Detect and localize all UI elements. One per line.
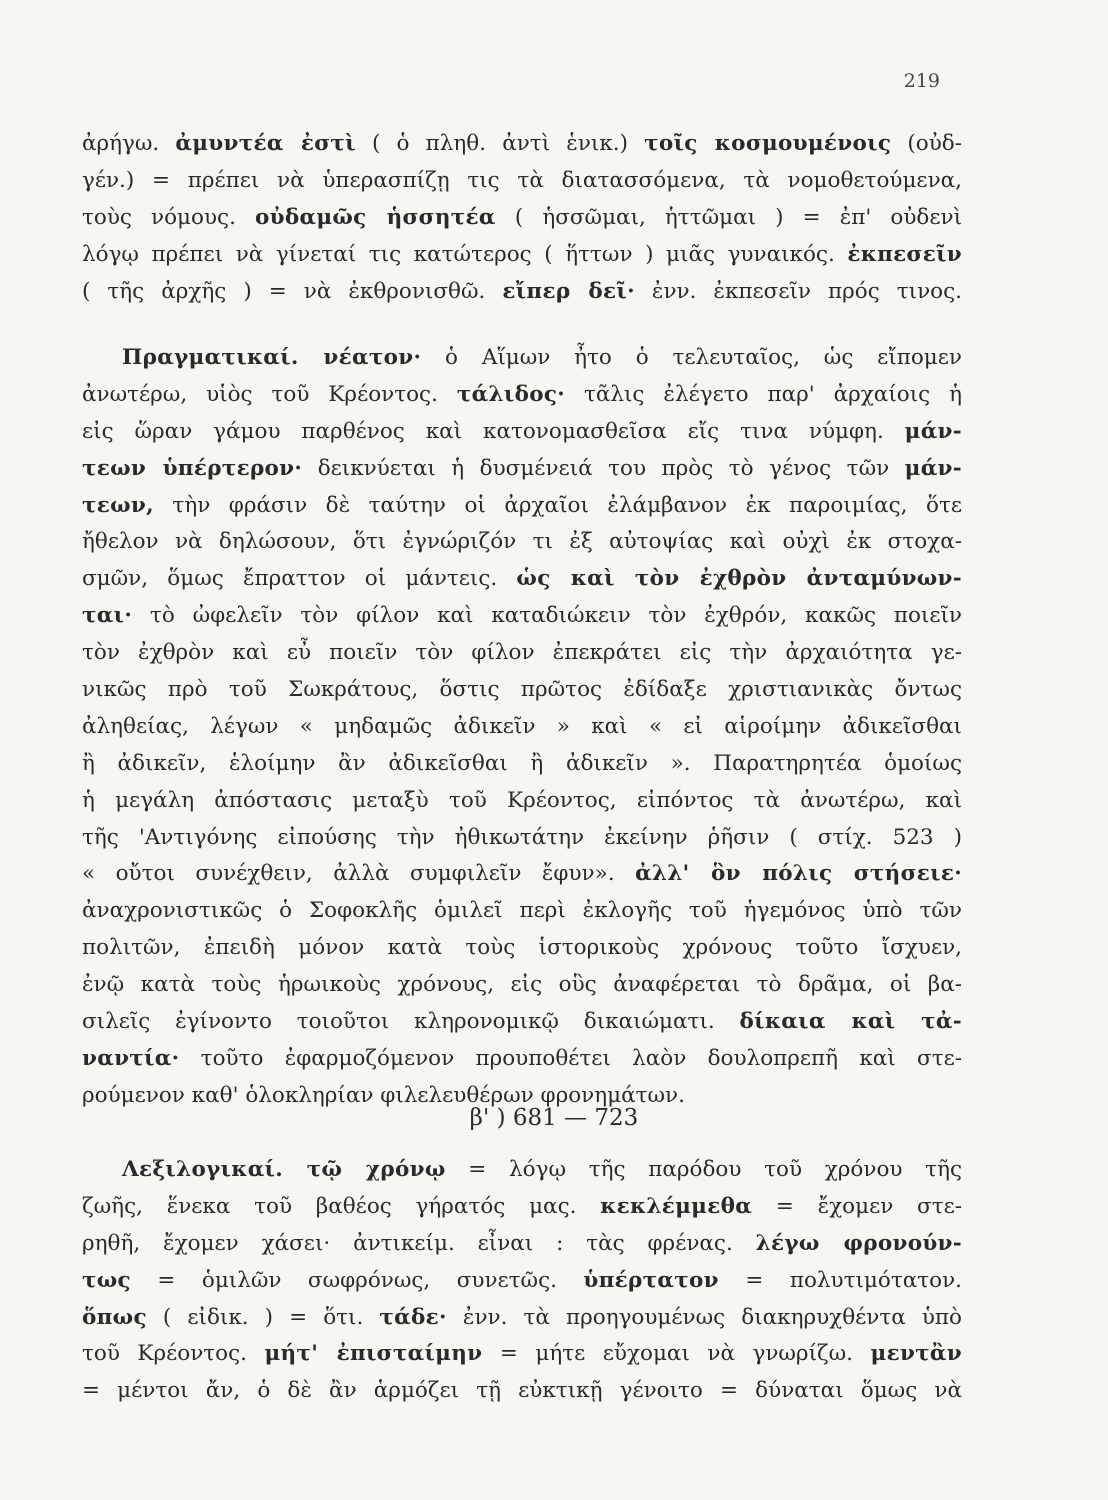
gloss-text: ρηθῆ, ἔχομεν χάσει· ἀντικείμ. εἶναι : τὰς φρένας. (82, 1230, 756, 1256)
gloss-text: ( ἡσσῶμαι, ἡττῶμαι ) = ἐπ' οὐδενὶ (495, 204, 962, 230)
text-line (82, 1226, 962, 1263)
gloss-text: ἡ μεγάλη ἀπόστασις μεταξὺ τοῦ Κρέοντος, εἰπόντος τὰ ἀνωτέρω, καὶ (82, 787, 962, 813)
lemma-term: τεων ὑπέρτερον· (82, 455, 303, 481)
gloss-text: τὴν φράσιν δὲ ταύτην οἱ ἀρχαῖοι ἐλάμβανον ἐκ παροιμίας, ὅτε (153, 492, 962, 518)
gloss-text: « οὔτοι συνέχθειν, ἀλλὰ συμφιλεῖν ἔφυν». (82, 861, 636, 887)
gloss-text: τοῦ Κρέοντος. (82, 1341, 265, 1367)
lemma-term: μεντἂν (870, 1341, 962, 1367)
page-number: 219 (903, 70, 940, 92)
lemma-term: εἴπερ δεῖ· (502, 278, 635, 304)
lemma-term: ὑπέρτατον (583, 1267, 719, 1293)
text-line (82, 967, 962, 1004)
text-line (82, 1373, 962, 1410)
gloss-text: σμῶν, ὅμως ἔπραττον οἱ μάντεις. (82, 566, 517, 592)
text-line (82, 1152, 962, 1189)
lemma-term: ται· (82, 603, 133, 629)
lemma-term: ὅπως (82, 1304, 147, 1330)
gloss-text: ἀληθείας, λέγων « μηδαμῶς ἀδικεῖν » καὶ « εἰ αἱροίμην ἀδικεῖσθαι (82, 713, 962, 739)
gloss-text: = ἔχομεν στε- (752, 1193, 962, 1219)
gloss-text: τὸ ὠφελεῖν τὸν φίλον καὶ καταδιώκειν τὸν ἐχθρόν, κακῶς ποιεῖν (132, 603, 962, 629)
paragraph-lexical-notes (82, 126, 962, 310)
paragraph-lexilogikai (82, 1152, 962, 1410)
lemma-term: ἀμυντέα ἐστὶ (175, 131, 356, 156)
text-line (82, 274, 962, 311)
text-line (82, 561, 962, 598)
gloss-text: = πολυτιμότατον. (718, 1267, 962, 1293)
gloss-text: ἐνν. ἐκπεσεῖν πρός τινος. (634, 278, 962, 304)
gloss-text: ἐνν. τὰ προηγουμένως διακηρυχθέντα ὑπὸ (446, 1304, 962, 1330)
lemma-term: δίκαια καὶ τἀ- (739, 1009, 962, 1035)
text-line (82, 340, 962, 377)
gloss-text: ἐνῷ κατὰ τοὺς ἡρωικοὺς χρόνους, εἰς οὓς ἀναφέρεται τὸ δρᾶμα, οἱ βα- (82, 972, 962, 998)
gloss-text: πολιτῶν, ἐπειδὴ μόνον κατὰ τοὺς ἱστορικοὺς χρόνους τοῦτο ἴσχυεν, (82, 935, 962, 961)
lemma-term: τοῖς κοσμουμένοις (644, 131, 892, 156)
text-line (82, 451, 962, 488)
text-line (82, 200, 962, 237)
lemma-term: τάδε· (379, 1304, 447, 1330)
gloss-text: = μήτε εὔχομαι νὰ γνωρίζω. (482, 1341, 871, 1367)
gloss-text: νικῶς πρὸ τοῦ Σωκράτους, ὅστις πρῶτος ἐδίδαξε χριστιανικὰς ὄντως (82, 677, 962, 703)
gloss-text: ( εἰδικ. ) = ὅτι. (146, 1304, 380, 1330)
gloss-text: ρούμενον καθ' ὁλοκληρίαν φιλελευθέρων φρονημάτων. (82, 1082, 685, 1108)
lemma-term: Λεξιλογικαί. τῷ χρόνῳ (122, 1157, 446, 1182)
text-line (82, 1300, 962, 1337)
lemma-term: ναντία· (82, 1045, 180, 1071)
text-line (82, 414, 962, 451)
gloss-text: σιλεῖς ἐγίνοντο τοιοῦτοι κληρονομικῷ δικαιώματι. (82, 1009, 740, 1035)
lemma-term: κεκλέμμεθα (600, 1193, 753, 1219)
lemma-term: ἐκπεσεῖν (847, 241, 962, 267)
lemma-term: ὡς καὶ τὸν ἐχθρὸν ἀνταμύνων- (516, 566, 962, 592)
section-heading: β' ) 681 — 723 (469, 1105, 639, 1131)
text-line (82, 377, 962, 414)
text-line (82, 783, 962, 820)
text-line (82, 930, 962, 967)
gloss-text: δεικνύεται ἡ δυσμένειά του πρὸς τὸ γένος τῶν (302, 455, 905, 481)
text-line (82, 524, 962, 561)
text-line (82, 598, 962, 635)
gloss-text: (οὐδ- (891, 131, 963, 156)
gloss-text: τοῦτο ἐφαρμοζόμενον προυποθέτει λαὸν δουλοπρεπῆ καὶ στε- (179, 1045, 962, 1071)
text-line (82, 709, 962, 746)
text-line (82, 1189, 962, 1226)
text-line (82, 672, 962, 709)
text-line (82, 746, 962, 783)
gloss-text: λόγῳ πρέπει νὰ γίνεταί τις κατώτερος ( ἥττων ) μιᾶς γυναικός. (82, 241, 848, 267)
gloss-text: ( τῆς ἀρχῆς ) = νὰ ἐκθρονισθῶ. (82, 278, 503, 304)
lemma-term: οὐδαμῶς ἡσσητέα (255, 204, 496, 230)
gloss-text: ἤθελον νὰ δηλώσουν, ὅτι ἐγνώριζόν τι ἐξ αὐτοψίας καὶ οὐχὶ ἐκ στοχα- (82, 529, 962, 555)
gloss-text: τοὺς νόμους. (82, 204, 256, 230)
gloss-text: ὁ Αἵμων ἦτο ὁ τελευταῖος, ὡς εἴπομεν (421, 345, 962, 370)
text-line (82, 237, 962, 274)
gloss-text: τῆς 'Αντιγόνης εἰπούσης τὴν ἠθικωτάτην ἐκείνην ῥῆσιν ( στίχ. 523 ) (82, 824, 962, 850)
lemma-term: μάν- (904, 418, 962, 444)
gloss-text: ἢ ἀδικεῖν, ἑλοίμην ἂν ἀδικεῖσθαι ἢ ἀδικεῖν ». Παρατηρητέα ὁμοίως (82, 750, 962, 776)
gloss-text: ἀναχρονιστικῶς ὁ Σοφοκλῆς ὁμιλεῖ περὶ ἐκλογῆς τοῦ ἡγεμόνος ὑπὸ τῶν (82, 898, 962, 924)
lemma-term: ἀλλ' ὃν πόλις στήσειε· (635, 861, 962, 887)
gloss-text: = ὁμιλῶν σωφρόνως, συνετῶς. (130, 1267, 584, 1293)
text-line (82, 1336, 962, 1373)
lemma-term: Πραγματικαί. νέατον· (122, 345, 422, 370)
lemma-term: τάλιδος· (456, 381, 566, 407)
text-line (82, 820, 962, 857)
lemma-term: τως (82, 1267, 131, 1293)
text-line (82, 1004, 962, 1041)
gloss-text: = μέντοι ἄν, ὁ δὲ ἂν ἁρμόζει τῇ εὐκτικῇ γένοιτο = δύναται ὅμως νὰ (82, 1378, 962, 1404)
gloss-text: ( ὁ πληθ. ἀντὶ ἑνικ.) (355, 131, 645, 156)
gloss-text: ζωῆς, ἕνεκα τοῦ βαθέος γήρατός μας. (82, 1193, 601, 1219)
gloss-text: τὸν ἐχθρὸν καὶ εὖ ποιεῖν τὸν φίλον ἐπεκράτει εἰς τὴν ἀρχαιότητα γε- (82, 640, 962, 666)
text-line (82, 488, 962, 525)
gloss-text: = λόγῳ τῆς παρόδου τοῦ χρόνου τῆς (445, 1157, 962, 1182)
lemma-term: μήτ' ἐπισταίμην (264, 1341, 483, 1367)
gloss-text: εἰς ὥραν γάμου παρθένος καὶ κατονομασθεῖσα εἴς τινα νύμφη. (82, 418, 905, 444)
gloss-text: ἀνωτέρω, υἱὸς τοῦ Κρέοντος. (82, 381, 457, 407)
lemma-term: μάν- (904, 455, 962, 481)
text-line (82, 635, 962, 672)
text-line (82, 1263, 962, 1300)
text-line (82, 1041, 962, 1078)
lemma-term: τεων, (82, 492, 154, 518)
lemma-term: λέγω φρονούν- (755, 1230, 962, 1256)
paragraph-pragmatikai (82, 340, 962, 1115)
gloss-text: τᾶλις ἐλέγετο παρ' ἀρχαίοις ἡ (565, 381, 962, 407)
gloss-text: ἀρήγω. (82, 131, 176, 156)
text-line (82, 893, 962, 930)
text-line (82, 856, 962, 893)
text-line (82, 126, 962, 163)
gloss-text: γέν.) = πρέπει νὰ ὑπερασπίζῃ τις τὰ διατασσόμενα, τὰ νομοθετούμενα, (82, 167, 962, 193)
text-line (82, 163, 962, 200)
